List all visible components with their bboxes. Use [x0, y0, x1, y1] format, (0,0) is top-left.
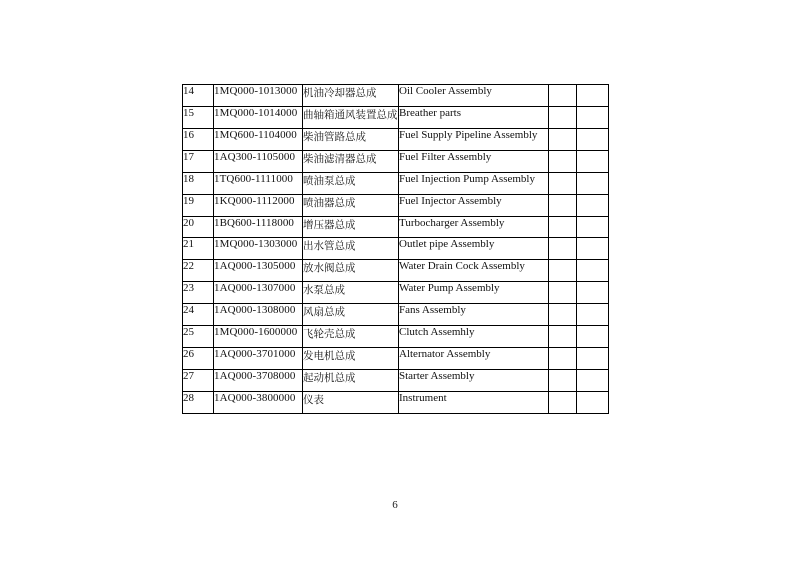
empty-cell-1	[549, 391, 577, 413]
row-number-cell: 22	[183, 260, 214, 282]
english-name-cell: Fuel Injection Pump Assembly	[399, 172, 549, 194]
chinese-name-cell: 柴油滤清器总成	[303, 150, 399, 172]
row-number-cell: 23	[183, 282, 214, 304]
empty-cell-2	[577, 304, 609, 326]
empty-cell-1	[549, 216, 577, 238]
table-row	[183, 85, 609, 107]
empty-cell-1	[549, 172, 577, 194]
table-row	[183, 260, 609, 282]
empty-cell-1	[549, 369, 577, 391]
part-number-cell: 1AQ000-3708000	[214, 369, 303, 391]
row-number-cell: 26	[183, 348, 214, 370]
english-name-cell: Alternator Assembly	[399, 348, 549, 370]
table-row	[183, 282, 609, 304]
empty-cell-2	[577, 282, 609, 304]
row-number-cell: 25	[183, 326, 214, 348]
page-number: 6	[392, 499, 398, 511]
row-number-cell: 19	[183, 194, 214, 216]
row-number-cell: 14	[183, 85, 214, 107]
english-name-cell: Turbocharger Assembly	[399, 216, 549, 238]
empty-cell-1	[549, 260, 577, 282]
row-number-cell: 21	[183, 238, 214, 260]
table-row	[183, 172, 609, 194]
chinese-name-cell: 机油冷却器总成	[303, 85, 399, 107]
row-number-cell: 24	[183, 304, 214, 326]
english-name-cell: Breather parts	[399, 106, 549, 128]
empty-cell-1	[549, 282, 577, 304]
english-name-cell: Outlet pipe Assembly	[399, 238, 549, 260]
empty-cell-2	[577, 216, 609, 238]
chinese-name-cell: 增压器总成	[303, 216, 399, 238]
chinese-name-cell: 出水管总成	[303, 238, 399, 260]
part-number-cell: 1MQ000-1014000	[214, 106, 303, 128]
chinese-name-cell: 水泵总成	[303, 282, 399, 304]
table-row	[183, 194, 609, 216]
empty-cell-2	[577, 106, 609, 128]
empty-cell-1	[549, 106, 577, 128]
empty-cell-2	[577, 326, 609, 348]
chinese-name-cell: 风扇总成	[303, 304, 399, 326]
table-row	[183, 326, 609, 348]
empty-cell-1	[549, 150, 577, 172]
table-row	[183, 216, 609, 238]
chinese-name-cell: 柴油管路总成	[303, 128, 399, 150]
row-number-cell: 17	[183, 150, 214, 172]
empty-cell-2	[577, 238, 609, 260]
table-row	[183, 369, 609, 391]
row-number-cell: 28	[183, 391, 214, 413]
parts-table	[182, 84, 609, 414]
part-number-cell: 1BQ600-1118000	[214, 216, 303, 238]
part-number-cell: 1MQ600-1104000	[214, 128, 303, 150]
chinese-name-cell: 仪表	[303, 391, 399, 413]
empty-cell-2	[577, 260, 609, 282]
row-number-cell: 27	[183, 369, 214, 391]
parts-table-body	[183, 85, 609, 414]
part-number-cell: 1KQ000-1112000	[214, 194, 303, 216]
empty-cell-2	[577, 172, 609, 194]
empty-cell-1	[549, 128, 577, 150]
empty-cell-1	[549, 85, 577, 107]
english-name-cell: Instrument	[399, 391, 549, 413]
row-number-cell: 18	[183, 172, 214, 194]
table-row	[183, 128, 609, 150]
part-number-cell: 1MQ000-1600000	[214, 326, 303, 348]
english-name-cell: Fuel Injector Assembly	[399, 194, 549, 216]
empty-cell-2	[577, 391, 609, 413]
english-name-cell: Clutch Assemhly	[399, 326, 549, 348]
table-row	[183, 150, 609, 172]
english-name-cell: Water Pump Assembly	[399, 282, 549, 304]
chinese-name-cell: 飞轮壳总成	[303, 326, 399, 348]
table-row	[183, 391, 609, 413]
empty-cell-1	[549, 194, 577, 216]
empty-cell-2	[577, 150, 609, 172]
table-row	[183, 238, 609, 260]
empty-cell-2	[577, 194, 609, 216]
row-number-cell: 20	[183, 216, 214, 238]
empty-cell-2	[577, 369, 609, 391]
table-row	[183, 304, 609, 326]
empty-cell-1	[549, 238, 577, 260]
row-number-cell: 15	[183, 106, 214, 128]
part-number-cell: 1AQ000-1305000	[214, 260, 303, 282]
table-row	[183, 348, 609, 370]
chinese-name-cell: 喷油泵总成	[303, 172, 399, 194]
part-number-cell: 1AQ000-3701000	[214, 348, 303, 370]
part-number-cell: 1TQ600-1111000	[214, 172, 303, 194]
empty-cell-1	[549, 326, 577, 348]
part-number-cell: 1MQ000-1303000	[214, 238, 303, 260]
empty-cell-2	[577, 85, 609, 107]
chinese-name-cell: 发电机总成	[303, 348, 399, 370]
english-name-cell: Oil Cooler Assembly	[399, 85, 549, 107]
row-number-cell: 16	[183, 128, 214, 150]
empty-cell-2	[577, 128, 609, 150]
empty-cell-1	[549, 304, 577, 326]
chinese-name-cell: 起动机总成	[303, 369, 399, 391]
part-number-cell: 1MQ000-1013000	[214, 85, 303, 107]
chinese-name-cell: 放水阀总成	[303, 260, 399, 282]
part-number-cell: 1AQ000-1307000	[214, 282, 303, 304]
empty-cell-2	[577, 348, 609, 370]
part-number-cell: 1AQ000-1308000	[214, 304, 303, 326]
part-number-cell: 1AQ300-1105000	[214, 150, 303, 172]
english-name-cell: Fuel Supply Pipeline Assembly	[399, 128, 549, 150]
english-name-cell: Water Drain Cock Assembly	[399, 260, 549, 282]
english-name-cell: Starter Assembly	[399, 369, 549, 391]
table-row	[183, 106, 609, 128]
chinese-name-cell: 曲轴箱通风装置总成	[303, 106, 399, 128]
english-name-cell: Fuel Filter Assembly	[399, 150, 549, 172]
chinese-name-cell: 喷油器总成	[303, 194, 399, 216]
english-name-cell: Fans Assembly	[399, 304, 549, 326]
part-number-cell: 1AQ000-3800000	[214, 391, 303, 413]
empty-cell-1	[549, 348, 577, 370]
